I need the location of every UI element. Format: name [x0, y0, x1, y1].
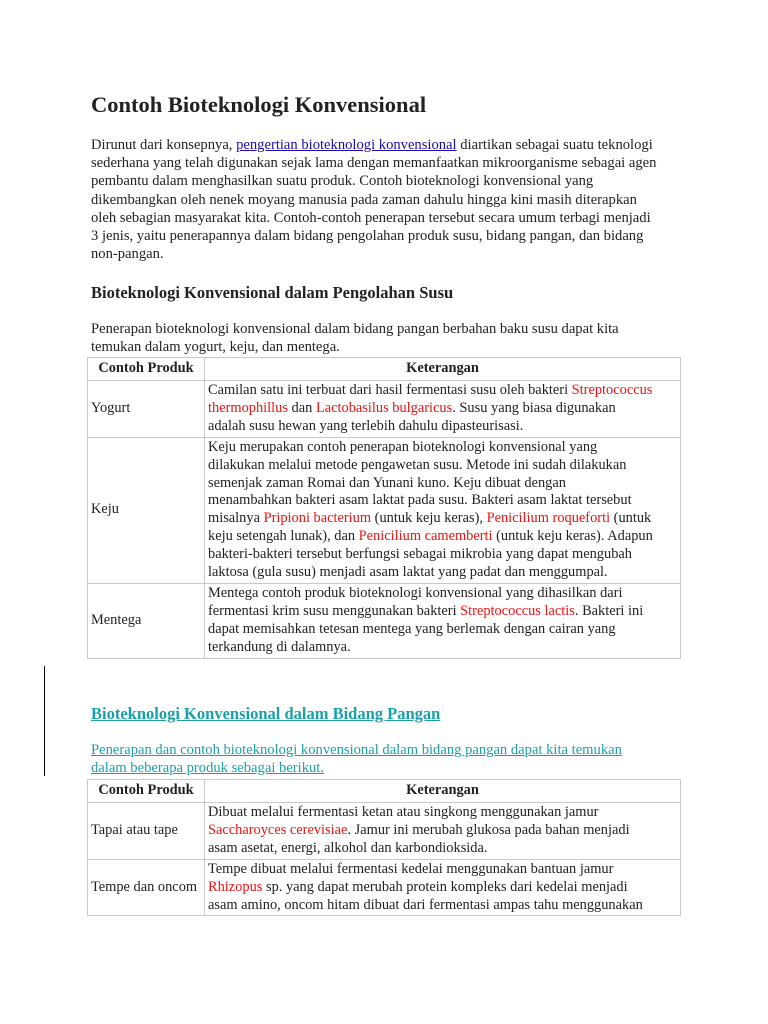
desc-cell	[205, 803, 681, 860]
page-scroll-marker	[44, 666, 45, 776]
desc-line	[208, 418, 677, 436]
desc-text: sp. yang dapat merubah protein kompleks dari kedelai menjadi	[262, 878, 628, 895]
product-cell: Tapai atau tape	[88, 803, 205, 860]
intro-line: dikembangkan oleh nenek moyang manusia pada zaman dahulu hingga kini masih diterapkan	[91, 191, 637, 208]
table-row	[88, 803, 681, 860]
desc-cell	[205, 437, 681, 583]
product-cell: Tempe dan oncom	[88, 859, 205, 916]
column-header-product: Contoh Produk	[88, 780, 205, 803]
desc-text: dilakukan melalui metode pengawetan susu. Metode ini sudah dilakukan	[208, 456, 627, 473]
table-row	[88, 583, 681, 658]
desc-line	[208, 840, 677, 858]
desc-line	[208, 457, 677, 475]
species-name: Pripioni bacterium	[263, 510, 372, 527]
desc-line	[208, 492, 677, 510]
table-row	[88, 381, 681, 438]
desc-text: Keju merupakan contoh penerapan bioteknologi konvensional yang	[208, 438, 598, 455]
desc-text: asam amino, oncom hitam dibuat dari fermentasi ampas tahu menggunakan	[208, 896, 643, 913]
desc-text: (untuk keju keras),	[371, 510, 487, 527]
intro-line: 3 jenis, yaitu penerapannya dalam bidang pengolahan produk susu, bidang pangan, dan bidang	[91, 228, 644, 245]
desc-text: Dibuat melalui fermentasi ketan atau singkong menggunakan jamur	[208, 804, 599, 820]
desc-line	[208, 804, 677, 822]
desc-line	[208, 564, 677, 582]
konvensional-definition-link[interactable]: pengertian bioteknologi konvensional	[236, 137, 457, 153]
column-header-desc: Keterangan	[205, 780, 681, 803]
section-heading-susu: Bioteknologi Konvensional dalam Pengolahan Susu	[91, 283, 454, 302]
column-header-desc: Keterangan	[205, 358, 681, 381]
section-heading-pangan-link[interactable]: Bioteknologi Konvensional dalam Bidang Pangan	[91, 704, 441, 723]
desc-text: dan	[287, 399, 316, 416]
desc-line	[208, 822, 677, 840]
table-header-row	[88, 358, 681, 381]
product-cell: Keju	[88, 437, 205, 583]
desc-text: semenjak zaman Romai dan Yunani kuno. Keju dibuat dengan	[208, 474, 566, 491]
product-cell: Yogurt	[88, 381, 205, 438]
species-name: Lactobasilus bulgaricus	[315, 399, 453, 416]
species-name: Rhizopus	[208, 878, 263, 895]
desc-line	[208, 475, 677, 493]
table-header-row	[88, 780, 681, 803]
desc-text: (untuk	[610, 510, 652, 527]
desc-line	[208, 528, 677, 546]
desc-cell	[205, 859, 681, 916]
desc-text: menambahkan bakteri asam laktat pada susu. Bakteri asam laktat tersebut	[208, 492, 632, 509]
column-header-product: Contoh Produk	[88, 358, 205, 381]
desc-line	[208, 621, 677, 639]
table-row	[88, 859, 681, 916]
desc-text: Tempe dibuat melalui fermentasi kedelai menggunakan bantuan jamur	[208, 860, 614, 877]
desc-text: terkandung di dalamnya.	[208, 638, 351, 655]
desc-line	[208, 897, 677, 915]
desc-line	[208, 510, 677, 528]
desc-text: (untuk keju keras). Adapun	[492, 528, 653, 545]
desc-line	[208, 400, 677, 418]
desc-text: Mentega contoh produk bioteknologi konvensional yang dihasilkan dari	[208, 585, 623, 602]
desc-text: . Bakteri ini	[574, 603, 644, 620]
desc-line	[208, 879, 677, 897]
species-name: Streptococcus lactis	[460, 603, 575, 620]
desc-text: . Susu yang biasa digunakan	[452, 399, 616, 416]
table-pangan	[87, 779, 681, 916]
page-title: Contoh Bioteknologi Konvensional	[91, 92, 427, 117]
desc-text: dapat memisahkan tetesan mentega yang berlemak dengan cairan yang	[208, 620, 616, 637]
desc-cell	[205, 381, 681, 438]
intro-paragraph	[91, 136, 656, 263]
desc-line	[208, 861, 677, 879]
table-row	[88, 437, 681, 583]
section-susu-intro: Penerapan bioteknologi konvensional dalam bidang pangan berbahan baku susu dapat kita temukan dalam yogurt, keju, dan mentega.	[91, 321, 619, 356]
desc-text: asam asetat, energi, alkohol dan karbondioksida.	[208, 839, 488, 856]
product-cell: Mentega	[88, 583, 205, 658]
intro-line: sederhana yang telah digunakan sejak lama dengan memanfaatkan mikroorganisme sebagai agen	[91, 155, 657, 172]
intro-line: oleh sebagian masyarakat kita. Contoh-contoh penerapan tersebut secara umum terbagi menjadi	[91, 209, 651, 226]
desc-line	[208, 546, 677, 564]
desc-text: keju setengah lunak), dan	[208, 528, 359, 545]
desc-text: laktosa (gula susu) menjadi asam laktat yang padat dan menggumpal.	[208, 564, 608, 581]
desc-line	[208, 382, 677, 400]
species-name: Streptococcus	[571, 382, 653, 398]
desc-line	[208, 603, 677, 621]
table-susu	[87, 357, 681, 659]
intro-line: pembantu dalam menghasilkan suatu produk. Contoh bioteknologi konvensional yang	[91, 173, 594, 190]
desc-text: fermentasi krim susu menggunakan bakteri	[208, 603, 461, 620]
species-name: Saccharoyces cerevisiae	[208, 821, 348, 838]
desc-line	[208, 439, 677, 457]
desc-text: adalah susu hewan yang terlebih dahulu dipasteurisasi.	[208, 417, 524, 434]
species-name: Penicilium camemberti	[358, 528, 493, 545]
species-name: Penicilium roqueforti	[486, 510, 611, 527]
desc-text: . Jamur ini merubah glukosa pada bahan menjadi	[347, 821, 630, 838]
species-name: thermophillus	[208, 399, 288, 416]
section-pangan-intro-link[interactable]: Penerapan dan contoh bioteknologi konvensional dalam bidang pangan dapat kita temukan dalam beberapa produk sebagai berikut.	[91, 742, 622, 777]
desc-text: Camilan satu ini terbuat dari hasil fermentasi susu oleh bakteri	[208, 382, 572, 398]
desc-text: misalnya	[208, 510, 264, 527]
intro-line: non-pangan.	[91, 246, 164, 263]
desc-cell	[205, 583, 681, 658]
desc-line	[208, 639, 677, 657]
intro-line: Dirunut dari konsepnya, pengertian bioteknologi konvensional diartikan sebagai suatu teknologi	[91, 137, 653, 153]
desc-text: bakteri-bakteri tersebut berfungsi sebagai mikrobia yang dapat mengubah	[208, 546, 632, 563]
desc-line	[208, 585, 677, 603]
